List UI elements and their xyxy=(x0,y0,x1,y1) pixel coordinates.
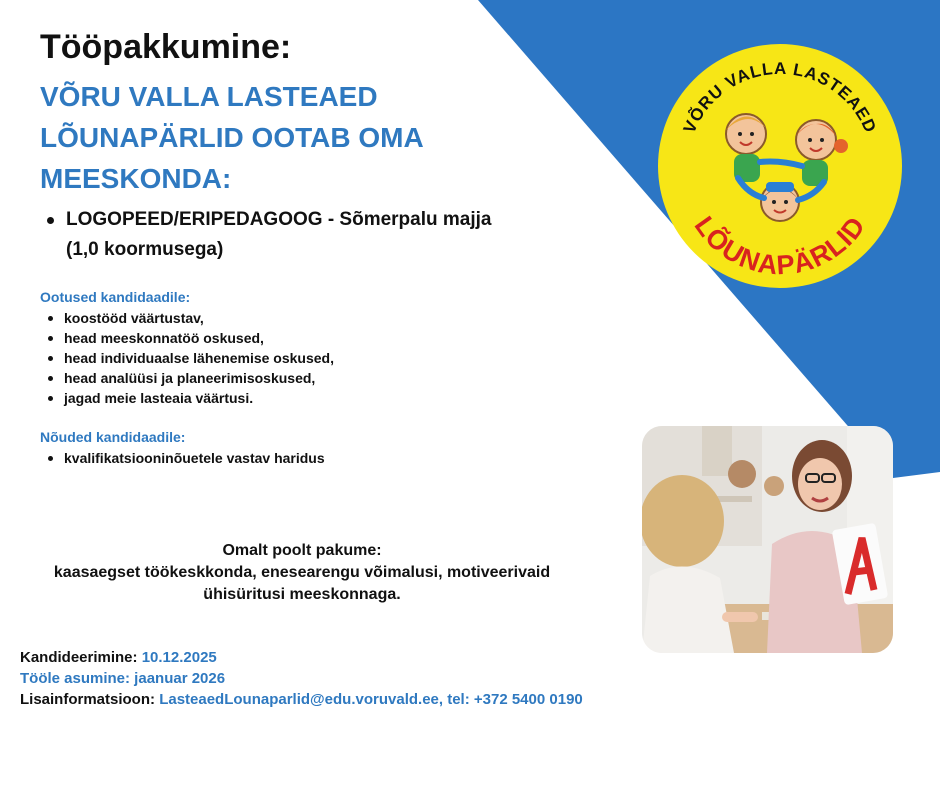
application-deadline xyxy=(20,647,660,668)
kindergarten-logo-children-icon xyxy=(656,42,904,290)
page-title: Tööpakkumine: xyxy=(40,28,292,66)
logo-arc-text: VÕRU VALLA LASTEAED xyxy=(679,58,881,136)
offer-heading: Omalt poolt pakume: xyxy=(222,542,382,559)
requirements-list xyxy=(40,448,460,468)
info-block xyxy=(20,647,660,710)
requirements-heading: Nõuded kandidaadile: xyxy=(40,429,186,445)
contact-label: Lisainformatsioon: xyxy=(20,691,156,708)
offer-block xyxy=(0,540,604,606)
offer-line: ühisüritusi meeskonnaga. xyxy=(203,586,401,603)
subtitle-line: VÕRU VALLA LASTEAED xyxy=(40,81,378,112)
list-item: head analüüsi ja planeerimisoskused, xyxy=(40,368,460,388)
list-item: koostööd väärtustav, xyxy=(40,308,460,328)
position-list xyxy=(40,205,560,265)
list-item: head individuaalse lähenemise oskused, xyxy=(40,348,460,368)
logo-name-text: LÕUNAPÄRLID xyxy=(688,210,872,281)
offer-line: kaasaegset töökeskkonda, enesearengu võimalusi, motiveerivaid xyxy=(53,564,551,581)
contact-link[interactable]: LasteaedLounaparlid@edu.voruvald.ee, tel: +372 5400 0190 xyxy=(159,691,583,708)
start-date: Tööle asumine: jaanuar 2026 xyxy=(20,670,226,687)
expectations-list xyxy=(40,308,460,408)
position-workload: (1,0 koormusega) xyxy=(66,239,224,260)
application-label: Kandideerimine: xyxy=(20,649,138,666)
teacher-with-child-photo xyxy=(642,426,893,653)
page-subtitle xyxy=(40,76,510,199)
contact-info xyxy=(20,689,660,710)
list-item: jagad meie lasteaia väärtusi. xyxy=(40,388,460,408)
list-item: head meeskonnatöö oskused, xyxy=(40,328,460,348)
application-date: 10.12.2025 xyxy=(141,649,217,666)
list-item: kvalifikatsiooninõuetele vastav haridus xyxy=(40,448,460,468)
subtitle-line: LÕUNAPÄRLID OOTAB OMA xyxy=(40,122,424,153)
position-title: LOGOPEED/ERIPEDAGOOG - Sõmerpalu majja xyxy=(66,209,492,230)
subtitle-line: MEESKONDA: xyxy=(40,163,232,194)
position-item xyxy=(40,205,560,265)
expectations-heading: Ootused kandidaadile: xyxy=(40,289,191,305)
